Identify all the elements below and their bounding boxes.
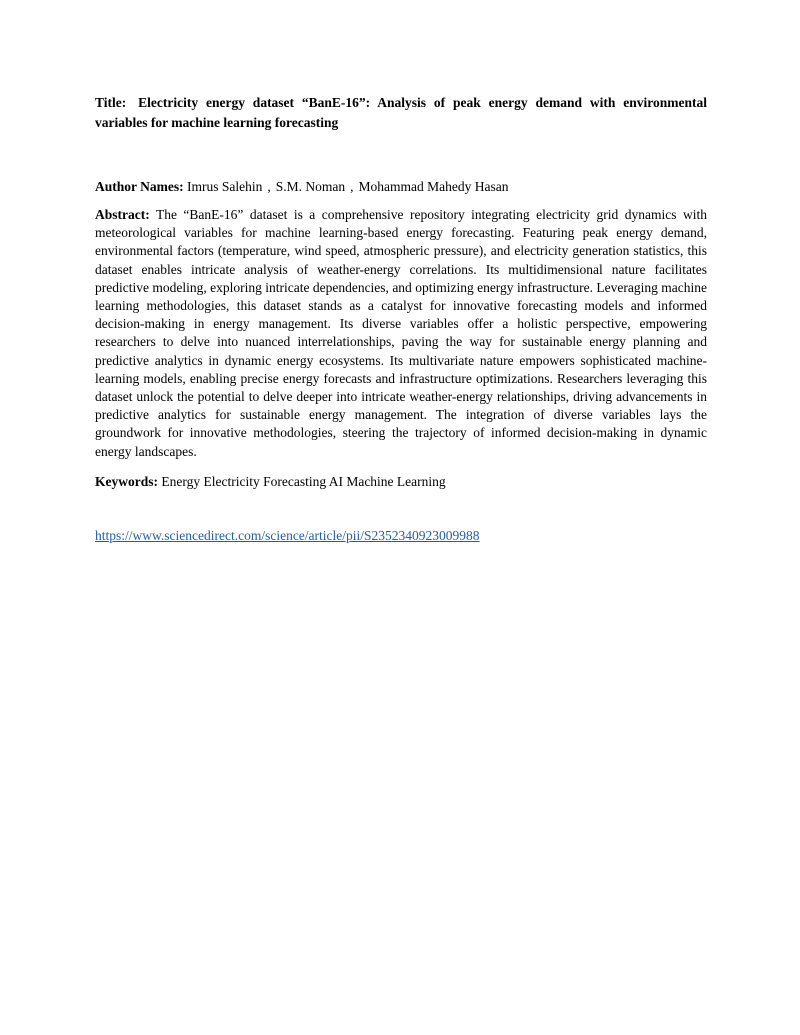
article-link[interactable]: https://www.sciencedirect.com/science/article/pii/S2352340923009988 [95,527,480,543]
abstract-label: Abstract: [95,207,150,222]
author-name-1: Imrus Salehin [187,179,263,194]
author-separator: , [267,179,271,194]
author-line [95,177,707,197]
document-page [95,93,707,546]
keywords-line [95,472,707,492]
author-name-3: Mohammad Mahedy Hasan [358,179,509,194]
keywords-text: Energy Electricity Forecasting AI Machine Learning [161,473,446,489]
keywords-label: Keywords: [95,473,158,489]
author-separator: , [350,179,354,194]
author-name-2: S.M. Noman [275,179,346,194]
abstract-paragraph [95,206,707,461]
abstract-text: The “BanE-16” dataset is a comprehensive repository integrating electricity grid dynamics with meteorological variables for machine learning-based energy forecasting. Featuring peak energy demand, environmental factors (temperature, wind speed, atmospheric pressure), and electricity generation statistics, this dataset enables intricate analysis of weather-energy correlations. Its multidimensional nature facilitates predictive modeling, exploring intricate dependencies, and optimizing energy infrastructure. Leveraging machine learning methodologies, this dataset stands as a catalyst for innovative forecasting models and informed decision-making in energy management. Its diverse variables offer a holistic perspective, empowering researchers to delve into nuanced interrelationships, paving the way for sustainable energy planning and predictive analytics in dynamic energy ecosystems. Its multivariate nature empowers sophisticated machine-learning models, enabling precise energy forecasts and infrastructure optimizations. Researchers leveraging this dataset unlock the potential to delve deeper into intricate weather-energy relationships, driving advancements in predictive analytics for sustainable energy management. The integration of diverse variables lays the groundwork for innovative methodologies, steering the trajectory of informed decision-making in dynamic energy landscapes. [95,207,707,459]
title-label: Title: [95,95,127,110]
title-text: Electricity energy dataset “BanE-16”: Analysis of peak energy demand with environmental variables for machine learning forecasting [95,95,708,130]
authors-label: Author Names: [95,179,184,194]
document-title [95,93,707,133]
